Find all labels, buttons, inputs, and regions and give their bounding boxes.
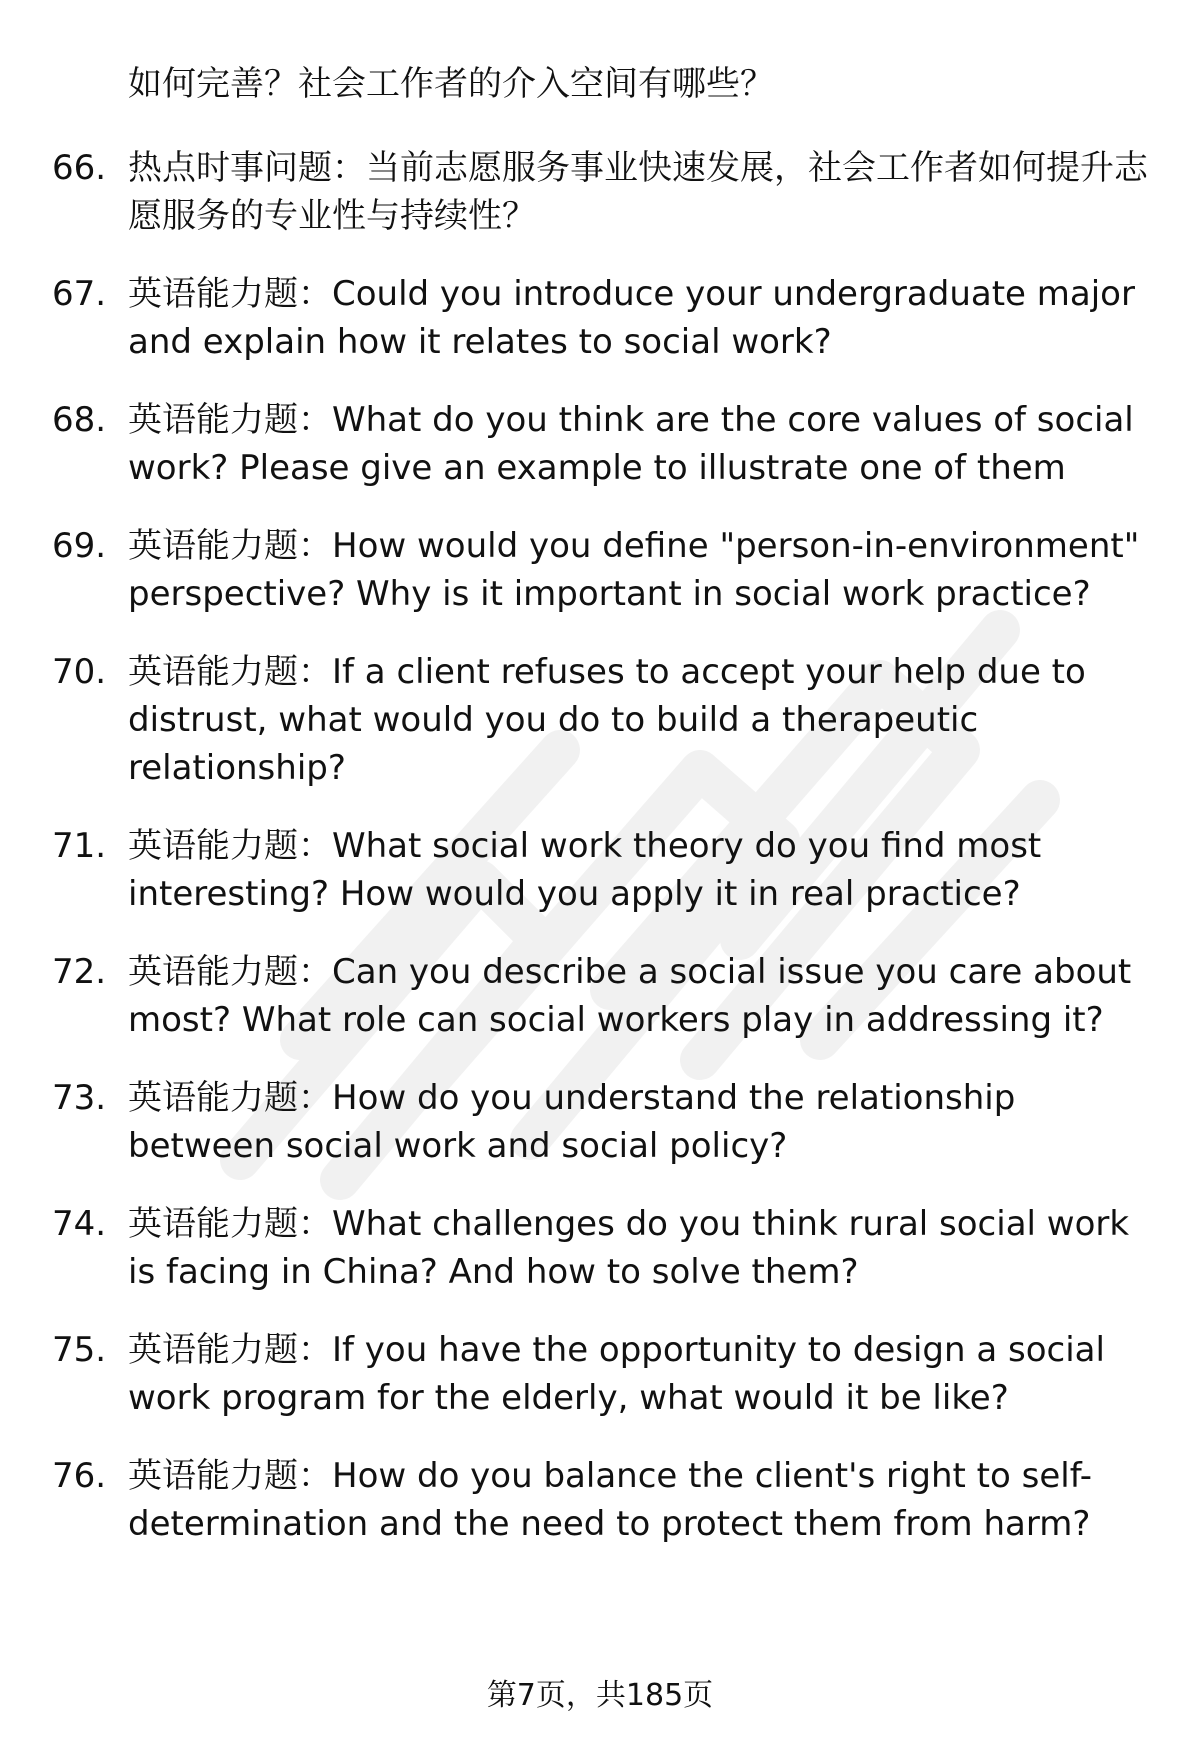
question-text: 热点时事问题：当前志愿服务事业快速发展，社会工作者如何提升志愿服务的专业性与持续性？ [128,148,1148,236]
question-text: 英语能力题：How would you define "person-in-environment" perspective? Why is it important in social work practice? [128,526,1140,614]
question-number: 69. [52,526,107,566]
question-text: 英语能力题：What do you think are the core values of social work? Please give an example to illustrate one of them [128,400,1134,488]
question-number: 75. [52,1330,107,1370]
question-item [0,1452,1158,1548]
question-number: 76. [52,1456,107,1496]
continuation-text: 如何完善？社会工作者的介入空间有哪些？ [128,64,774,104]
question-number: 72. [52,952,107,992]
question-text: 英语能力题：How do you balance the client's right to self-determination and the need to protect them from harm? [128,1456,1093,1544]
question-item [0,396,1158,492]
page-footer: 第7页，共185页 [486,1678,714,1713]
question-text: 英语能力题：How do you understand the relationship between social work and social policy? [128,1078,1016,1166]
question-number: 68. [52,400,107,440]
question-text: 英语能力题：What challenges do you think rural social work is facing in China? And how to solve them? [128,1204,1130,1292]
question-number: 67. [52,274,107,314]
question-item [0,1326,1158,1422]
question-item [0,648,1158,792]
question-number: 73. [52,1078,107,1118]
question-text: 英语能力题：Could you introduce your undergraduate major and explain how it relates to social work? [128,274,1135,362]
question-item [0,522,1158,618]
question-item [0,1074,1158,1170]
question-item [0,822,1158,918]
question-number: 70. [52,652,107,692]
question-item [0,948,1158,1044]
question-item [0,1200,1158,1296]
question-item [0,270,1158,366]
question-text: 英语能力题：Can you describe a social issue you care about most? What role can social workers play in addressing it? [128,952,1132,1040]
question-number: 74. [52,1204,107,1244]
question-number: 66. [52,148,107,188]
question-text: 英语能力题：What social work theory do you find most interesting? How would you apply it in real practice? [128,826,1042,914]
question-item [0,144,1158,240]
question-list [0,144,1200,1578]
question-text: 英语能力题：If you have the opportunity to design a social work program for the elderly, what would it be like? [128,1330,1105,1418]
question-text: 英语能力题：If a client refuses to accept your help due to distrust, what would you do to build a therapeutic relationship? [128,652,1086,788]
question-number: 71. [52,826,107,866]
